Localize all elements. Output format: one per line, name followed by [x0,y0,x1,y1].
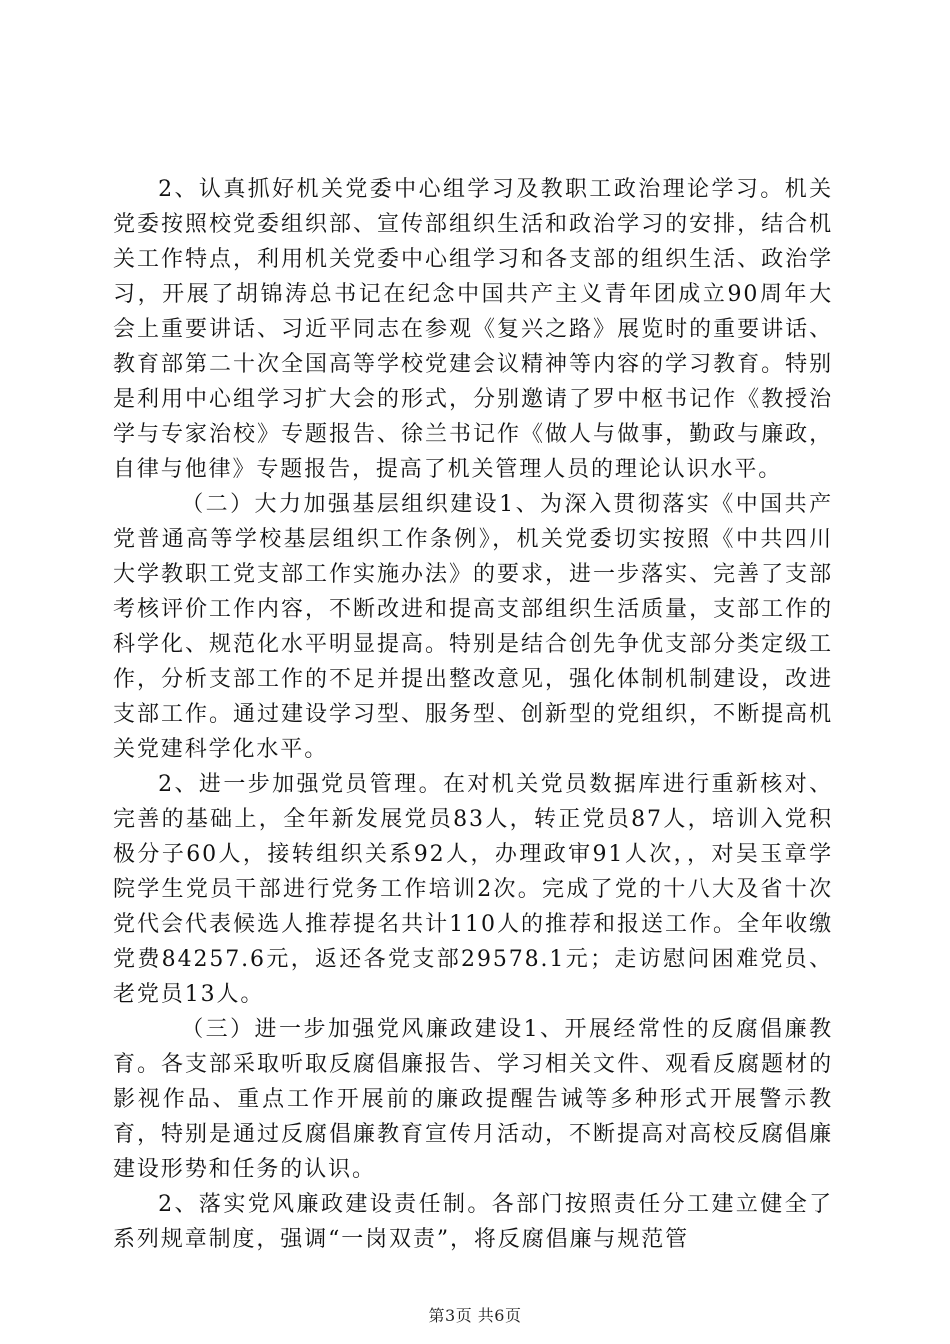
document-body [113,172,833,1257]
paragraph-member-management: 2、进一步加强党员管理。在对机关党员数据库进行重新核对、完善的基础上，全年新发展党员83人，转正党员87人，培训入党积极分子60人，接转组织关系92人，办理政审91人次，，对吴玉章学院学生党员干部进行党务工作培训2次。完成了党的十八大及省十次党代会代表候选人推荐提名共计110人的推荐和报送工作。全年收缴党费84257.6元，返还各党支部29578.1元；走访慰问困难党员、老党员13人。 [113,772,833,1007]
page-number-footer: 第3页 共6页 [428,1306,522,1325]
paragraph-responsibility-system: 2、落实党风廉政建设责任制。各部门按照责任分工建立健全了系列规章制度，强调“一岗双责”，将反腐倡廉与规范管 [113,1192,833,1252]
paragraph-theory-study: 2、认真抓好机关党委中心组学习及教职工政治理论学习。机关党委按照校党委组织部、宣传部组织生活和政治学习的安排，结合机关工作特点，利用机关党委中心组学习和各支部的组织生活、政治学习，开展了胡锦涛总书记在纪念中国共产主义青年团成立90周年大会上重要讲话、习近平同志在参观《复兴之路》展览时的重要讲话、教育部第二十次全国高等学校党建会议精神等内容的学习教育。特别是利用中心组学习扩大会的形式，分别邀请了罗中枢书记作《教授治学与专家治校》专题报告、徐兰书记作《做人与做事，勤政与廉政，自律与他律》专题报告，提高了机关管理人员的理论认识水平。 [113,177,833,482]
paragraph-integrity-education: （三）进一步加强党风廉政建设1、开展经常性的反腐倡廉教育。各支部采取听取反腐倡廉报告、学习相关文件、观看反腐题材的影视作品、重点工作开展前的廉政提醒告诫等多种形式开展警示教育，特别是通过反腐倡廉教育宣传月活动，不断提高对高校反腐倡廉建设形势和任务的认识。 [113,1017,833,1182]
paragraph-grassroots-organization: （二）大力加强基层组织建设1、为深入贯彻落实《中国共产党普通高等学校基层组织工作条例》，机关党委切实按照《中共四川大学教职工党支部工作实施办法》的要求，进一步落实、完善了支部考核评价工作内容，不断改进和提高支部组织生活质量，支部工作的科学化、规范化水平明显提高。特别是结合创先争优支部分类定级工作，分析支部工作的不足并提出整改意见，强化体制机制建设，改进支部工作。通过建设学习型、服务型、创新型的党组织，不断提高机关党建科学化水平。 [113,492,833,762]
